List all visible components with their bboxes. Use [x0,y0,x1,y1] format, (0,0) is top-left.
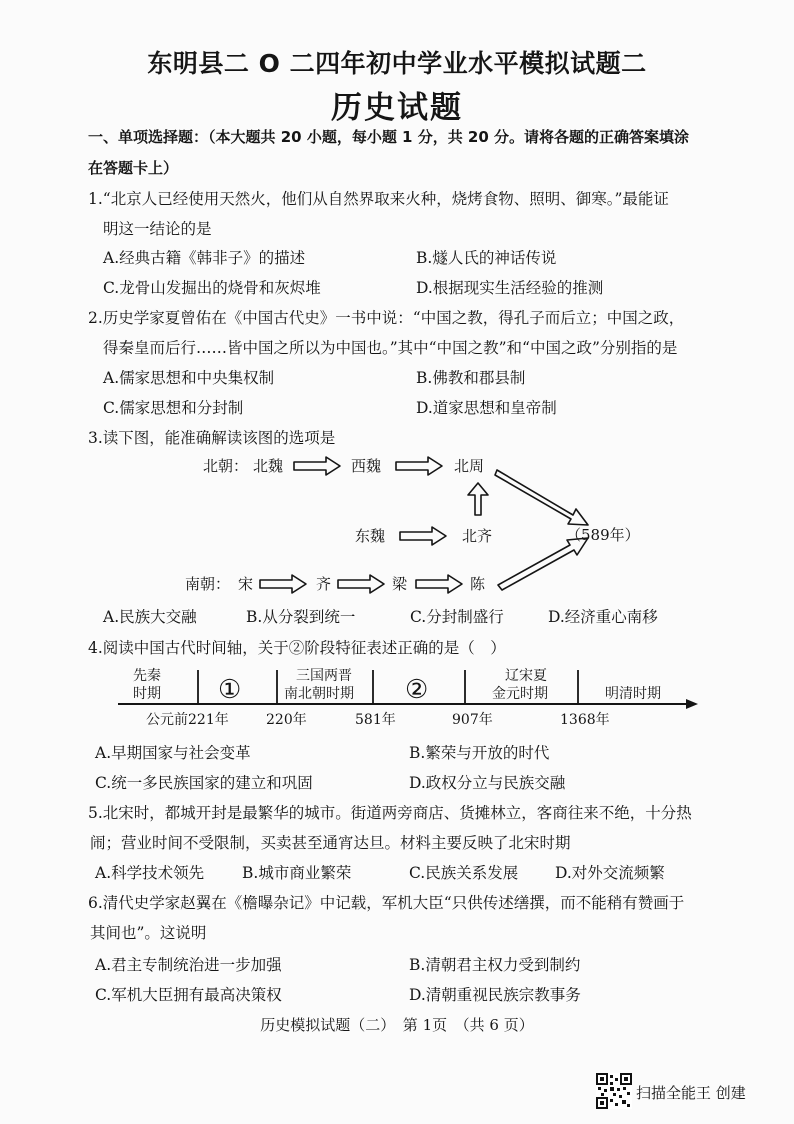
south-dynasties-label: 南朝： [185,575,231,593]
q3-option-a: A.民族大交融 [103,608,197,626]
q6-stem-line1: 6.清代史学家赵翼在《檐曝杂记》中记载，军机大臣“只供传述缮撰，而不能稍有赞画于 [88,894,685,912]
q1-option-a: A.经典古籍《韩非子》的描述 [103,249,306,267]
q6-stem-line2: 其间也”。这说明 [90,924,207,942]
seg-sanguo-line2: 南北朝时期 [284,686,354,702]
q1-option-b: B.燧人氏的神话传说 [416,249,557,267]
arrow-beiwei-xiwei [294,457,340,475]
qr-code-icon [596,1073,632,1109]
seg-liaosong-line2: 金元时期 [492,686,548,702]
q1-option-d: D.根据现实生活经验的推测 [416,279,604,297]
q2-stem-line2: 得秦皇而后行……皆中国之所以为中国也。”其中“中国之教”和“中国之政”分别指的是 [103,339,678,357]
q6-option-d: D.清朝重视民族宗教事务 [409,986,581,1004]
tick-221bc: 公元前221年 [146,712,229,728]
arrow-chen-unify [498,538,588,590]
tick-220: 220年 [266,712,307,728]
q5-option-b: B.城市商业繁荣 [242,864,352,882]
q1-option-c: C.龙骨山发掘出的烧骨和灰烬堆 [103,279,321,297]
q1-stem-line1: 1.“北京人已经使用天然火，他们从自然界取来火种，烧烤食物、照明、御寒。”最能证 [88,190,669,208]
q2-option-a: A.儒家思想和中央集权制 [103,369,275,387]
tick-907: 907年 [452,712,493,728]
q4-stem: 4.阅读中国古代时间轴，关于②阶段特征表述正确的是（ ） [88,639,506,657]
page-footer: 历史模拟试题（二） 第 1页 （共 6 页） [260,1016,534,1034]
q5-option-a: A.科学技术领先 [95,864,205,882]
beiwei-label: 北魏 [253,457,284,475]
north-dynasties-label: 北朝： [203,457,249,475]
section-heading-line2: 在答题卡上） [88,159,179,177]
q2-stem-line1: 2.历史学家夏曾佑在《中国古代史》一书中说：“中国之教，得孔子而后立；中国之政， [88,309,685,327]
q4-option-c: C.统一多民族国家的建立和巩固 [95,774,313,792]
arrow-beizhou-unify [495,470,588,525]
beiqi-label: 北齐 [462,527,493,545]
tick-1368: 1368年 [560,712,610,728]
q4-option-b: B.繁荣与开放的时代 [409,744,550,762]
q5-option-c: C.民族关系发展 [409,864,519,882]
song-label: 宋 [238,575,254,593]
exam-title: 东明县二 O 二四年初中学业水平模拟试题二 [147,49,647,78]
q6-option-a: A.君主专制统治进一步加强 [95,956,282,974]
arrow-beiqi-beizhou [468,483,488,515]
q5-stem-line2: 闹；营业时间不受限制，买卖甚至通宵达旦。材料主要反映了北宋时期 [90,834,571,852]
exam-subtitle: 历史试题 [331,90,463,126]
q6-option-c: C.军机大臣拥有最高决策权 [95,986,282,1004]
q3-stem: 3.读下图，能准确解读该图的选项是 [88,429,336,447]
seg-mingqing: 明清时期 [605,686,661,702]
seg-liaosong-line1: 辽宋夏 [505,668,547,684]
history-timeline [0,660,794,738]
xiwei-label: 西魏 [351,457,382,475]
q2-option-b: B.佛教和郡县制 [416,369,526,387]
qi-label: 齐 [316,575,332,593]
q4-option-d: D.政权分立与民族交融 [409,774,566,792]
chen-label: 陈 [470,575,486,593]
q2-option-d: D.道家思想和皇帝制 [416,399,557,417]
q6-option-b: B.清朝君主权力受到制约 [409,956,581,974]
timeline-arrowhead [686,699,698,709]
q4-option-a: A.早期国家与社会变革 [95,744,251,762]
q5-option-d: D.对外交流频繁 [555,864,665,882]
q1-stem-line2: 明这一结论的是 [103,220,212,238]
seg-xianqin-line1: 先秦 [133,668,161,684]
section-heading-line1: 一、单项选择题：（本大题共 20 小题，每小题 1 分，共 20 分。请将各题的正确答案填涂 [88,128,690,146]
arrow-qi-liang [338,575,384,593]
tick-581: 581年 [355,712,396,728]
arrow-xiwei-beizhou [396,457,442,475]
q3-option-b: B.从分裂到统一 [246,608,356,626]
arrow-song-qi [260,575,306,593]
seg-stage-1: ① [218,675,242,705]
dongwei-label: 东魏 [355,527,386,545]
seg-xianqin-line2: 时期 [133,686,161,702]
q5-stem-line1: 5.北宋时，都城开封是最繁华的城市。街道两旁商店、货摊林立，客商往来不绝，十分热 [88,804,692,822]
arrow-liang-chen [416,575,462,593]
q3-option-d: D.经济重心南移 [548,608,658,626]
dynasty-diagram [0,445,794,605]
q2-option-c: C.儒家思想和分封制 [103,399,244,417]
q3-option-c: C.分封制盛行 [410,608,504,626]
arrow-dongwei-beiqi [400,527,446,545]
liang-label: 梁 [392,575,408,593]
unification-year: （589年） [566,526,640,544]
seg-sanguo-line1: 三国两晋 [296,668,352,684]
beizhou-label: 北周 [454,457,485,475]
scanner-watermark: 扫描全能王 创建 [636,1084,746,1102]
seg-stage-2: ② [405,675,429,705]
